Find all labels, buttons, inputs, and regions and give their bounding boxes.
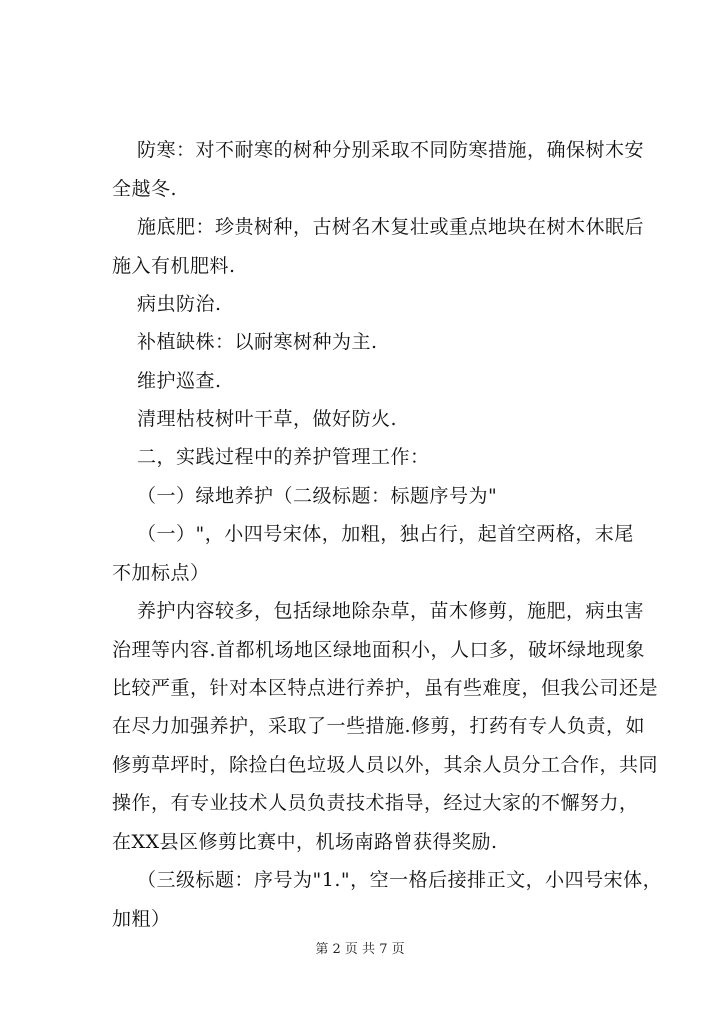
text-line-shidifei-cont: 施入有机肥料. xyxy=(112,255,236,277)
paragraph-line-4: 在尽力加强养护，采取了一些措施.修剪，打药有专人负责，如 xyxy=(112,715,646,737)
page-footer: 第 2 页 共 7 页 xyxy=(315,942,405,957)
note-line-2: 加粗） xyxy=(112,908,171,930)
text-line-buzhi: 补植缺株：以耐寒树种为主. xyxy=(137,331,378,353)
subheading-line-2: （一）"，小四号宋体，加粗，独占行，起首空两格，末尾 xyxy=(137,523,634,545)
text-line-fanghan-cont: 全越冬. xyxy=(112,178,178,200)
paragraph-line-2: 治理等内容.首都机场地区绿地面积小，人口多，破坏绿地现象 xyxy=(112,639,646,661)
text-line-bingchong: 病虫防治. xyxy=(137,293,222,315)
note-line-1: （三级标题：序号为"1."，空一格后接排正文，小四号宋体， xyxy=(137,869,663,891)
subheading-line-1: （一）绿地养护（二级标题：标题序号为" xyxy=(137,485,498,507)
text-line-fanghan: 防寒：对不耐寒的树种分别采取不同防寒措施，确保树木安 xyxy=(137,139,645,161)
section-heading-2: 二，实践过程中的养护管理工作： xyxy=(137,446,430,468)
text-line-shidifei: 施底肥：珍贵树种，古树名木复壮或重点地块在树木休眠后 xyxy=(137,216,645,238)
text-line-weihu: 维护巡查. xyxy=(137,370,222,392)
paragraph-line-1: 养护内容较多，包括绿地除杂草，苗木修剪，施肥，病虫害 xyxy=(137,600,645,622)
paragraph-line-3: 比较严重，针对本区特点进行养护，虽有些难度，但我公司还是 xyxy=(112,677,659,699)
text-line-qingli: 清理枯枝树叶干草，做好防火. xyxy=(137,408,398,430)
paragraph-line-6: 操作，有专业技术人员负责技术指导，经过大家的不懈努力， xyxy=(112,792,639,814)
paragraph-line-7: 在XX县区修剪比赛中，机场南路曾获得奖励. xyxy=(112,831,498,853)
subheading-line-3: 不加标点） xyxy=(112,562,210,584)
paragraph-line-5: 修剪草坪时，除捡白色垃圾人员以外，其余人员分工合作，共同 xyxy=(112,754,659,776)
